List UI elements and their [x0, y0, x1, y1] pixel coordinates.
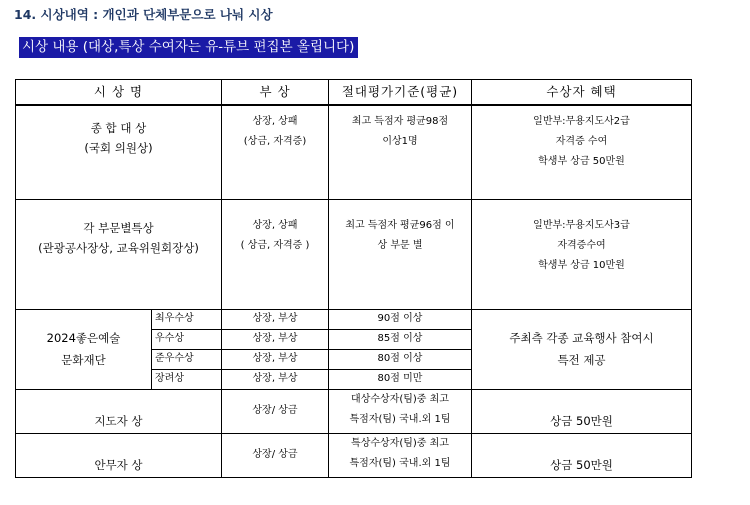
foundation-criteria: 80점 이상 — [329, 349, 472, 369]
foundation-award-grade: 우수상 — [152, 329, 222, 349]
header-benefit: 수상자 혜택 — [472, 80, 692, 106]
grand-award-name: 종 합 대 상 (국회 의원상) — [16, 105, 222, 199]
foundation-prize: 상장, 부상 — [222, 369, 329, 389]
choreo-award-name: 안무자 상 — [16, 433, 222, 477]
foundation-prize: 상장, 부상 — [222, 349, 329, 369]
coach-award-name: 지도자 상 — [16, 389, 222, 433]
foundation-award-grade: 장려상 — [152, 369, 222, 389]
grand-benefit: 일반부:무용지도사2급 자격증 수여 학생부 상금 50만원 — [472, 105, 692, 199]
coach-benefit: 상금 50만원 — [472, 389, 692, 433]
choreo-prize: 상장/ 상금 — [222, 433, 329, 477]
award-table — [15, 79, 692, 478]
foundation-criteria: 90점 이상 — [329, 309, 472, 329]
foundation-award-grade: 준우수상 — [152, 349, 222, 369]
award-banner: 시상 내용 (대상,특상 수여자는 유-튜브 편집본 올립니다) — [19, 37, 358, 58]
header-award-name: 시 상 명 — [16, 80, 222, 106]
grand-criteria: 최고 득점자 평균98점 이상1명 — [329, 105, 472, 199]
coach-prize: 상장/ 상금 — [222, 389, 329, 433]
table-row-choreo — [16, 433, 692, 477]
foundation-prize: 상장, 부상 — [222, 309, 329, 329]
foundation-criteria: 80점 미만 — [329, 369, 472, 389]
foundation-criteria: 85점 이상 — [329, 329, 472, 349]
table-row-division — [16, 199, 692, 309]
section-heading: 14. 시상내역 : 개인과 단체부문으로 나눠 시상 — [14, 7, 273, 22]
table-header-row — [16, 80, 692, 106]
coach-criteria: 대상수상자(팀)중 최고 특점자(팀) 국내.외 1팀 — [329, 389, 472, 433]
division-criteria: 최고 득점자 평균96점 이 상 부문 별 — [329, 199, 472, 309]
header-prize: 부 상 — [222, 80, 329, 106]
division-benefit: 일반부:무용지도사3급 자격증수여 학생부 상금 10만원 — [472, 199, 692, 309]
table-row-foundation-1 — [16, 309, 692, 329]
choreo-criteria: 특상수상자(팀)중 최고 특점자(팀) 국내.외 1팀 — [329, 433, 472, 477]
table-row-coach — [16, 389, 692, 433]
foundation-award-name: 2024좋은예술 문화재단 — [16, 309, 152, 389]
foundation-benefit: 주최측 각종 교육행사 참여시 특전 제공 — [472, 309, 692, 389]
division-prize: 상장, 상패 ( 상금, 자격증 ) — [222, 199, 329, 309]
choreo-benefit: 상금 50만원 — [472, 433, 692, 477]
foundation-prize: 상장, 부상 — [222, 329, 329, 349]
table-row-grand — [16, 105, 692, 199]
division-award-name: 각 부문별특상 (관광공사장상, 교육위원회장상) — [16, 199, 222, 309]
grand-prize: 상장, 상패 (상금, 자격증) — [222, 105, 329, 199]
header-criteria: 절대평가기준(평균) — [329, 80, 472, 106]
foundation-award-grade: 최우수상 — [152, 309, 222, 329]
